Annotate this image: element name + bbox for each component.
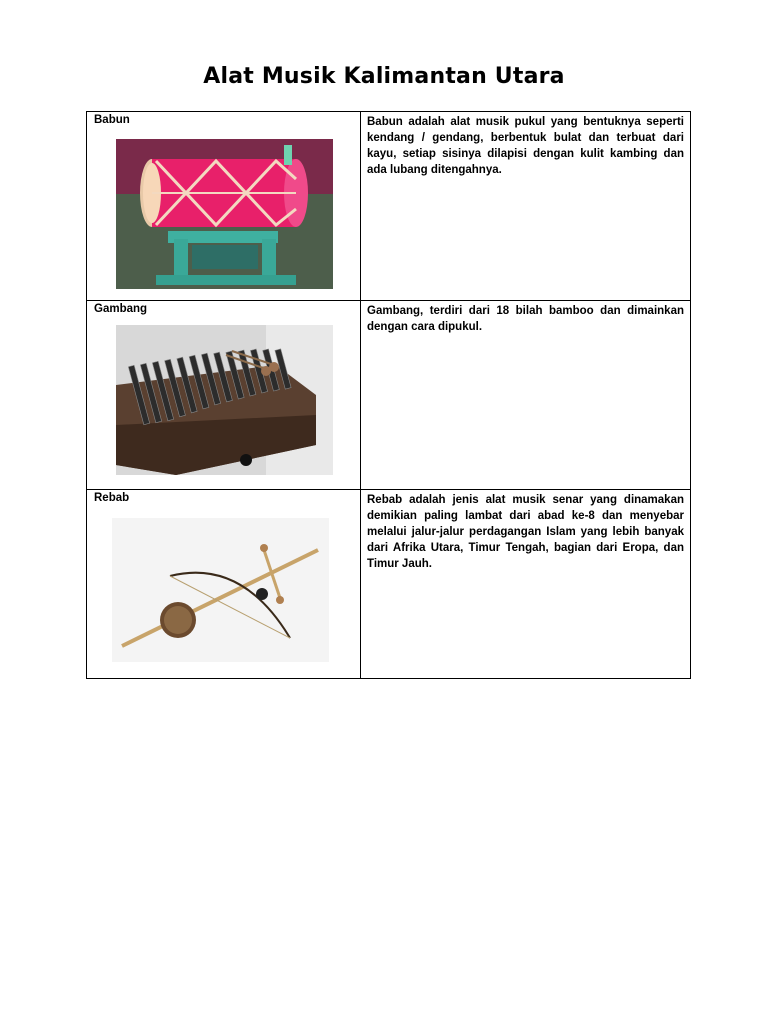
bowed-lute-photo [112, 518, 329, 662]
drum-photo [116, 139, 333, 289]
instrument-name-cell [87, 112, 361, 301]
instrument-description-cell [361, 301, 691, 490]
table-row [87, 301, 691, 490]
instrument-name: Rebab [94, 492, 130, 504]
instrument-description: Babun adalah alat musik pukul yang bentuknya seperti kendang / gendang, berbentuk bulat dan terbuat dari kayu, setiap sisinya dilapisi dengan kulit kambing dan ada lubang ditengahnya. [367, 116, 684, 176]
instrument-table [86, 111, 691, 679]
instrument-name-cell [87, 301, 361, 490]
table-row [87, 490, 691, 679]
table-row [87, 112, 691, 301]
instrument-name: Babun [94, 114, 130, 126]
instrument-description-cell [361, 490, 691, 679]
instrument-name: Gambang [94, 303, 148, 315]
xylophone-photo [116, 325, 333, 475]
page-title: Alat Musik Kalimantan Utara [203, 64, 565, 89]
instrument-description: Rebab adalah jenis alat musik senar yang dinamakan demikian paling lambat dari abad ke-8 dan menyebar melalui jalur-jalur perdagangan Islam yang lebih banyak dari Afrika Utara, Timur Tengah, bagian dari Eropa, dan Timur Jauh. [367, 494, 684, 570]
instrument-description-cell [361, 112, 691, 301]
instrument-name-cell [87, 490, 361, 679]
instrument-description: Gambang, terdiri dari 18 bilah bamboo dan dimainkan dengan cara dipukul. [367, 305, 684, 333]
